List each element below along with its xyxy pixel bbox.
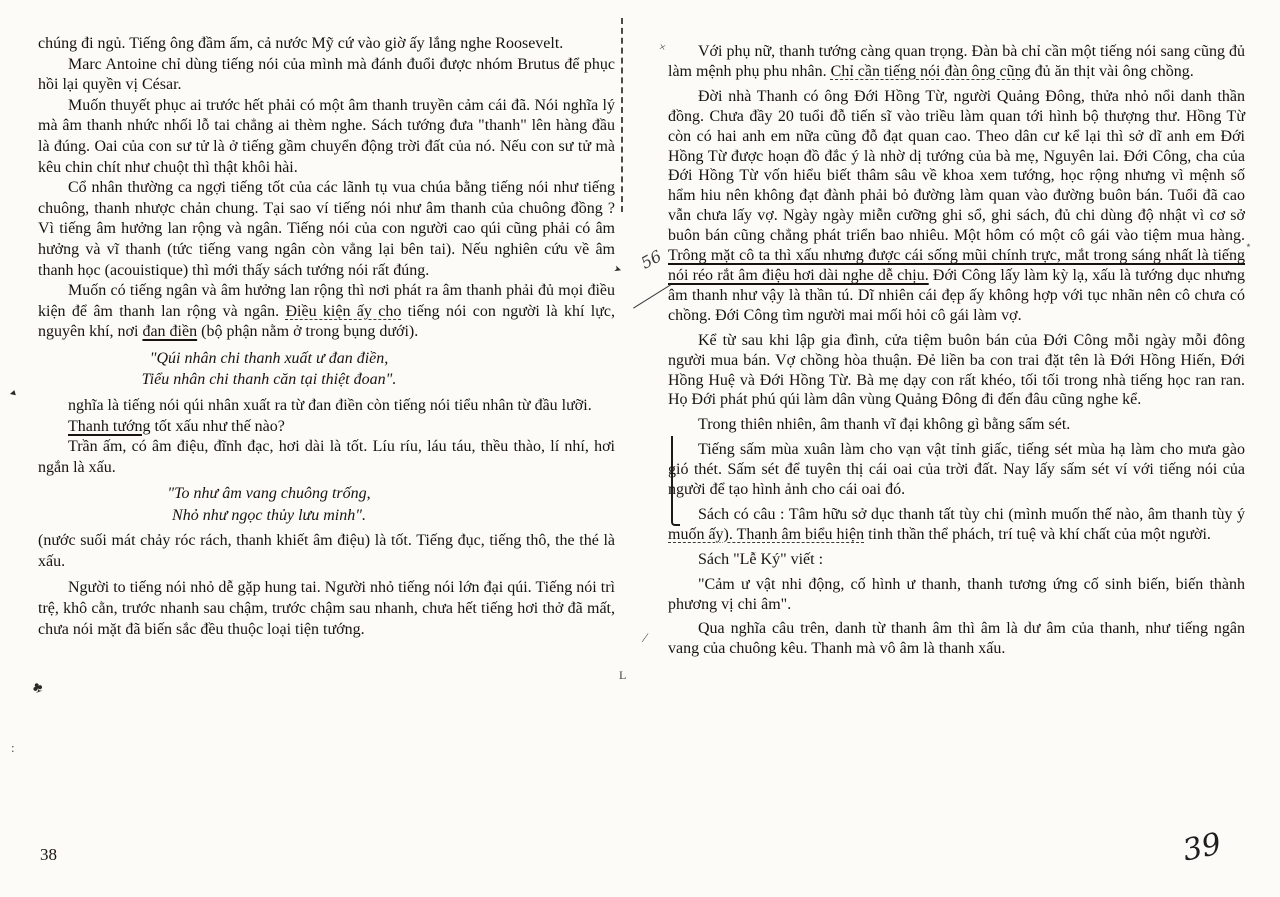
margin-note-slash-mark bbox=[633, 284, 671, 308]
underlined-text: Trông mặt cô ta thì xấu nhưng được cái sống mũi chính trực, mắt trong sáng nhất là tiếng nói réo rắt âm điệu hơi dài nghe dễ chịu. bbox=[668, 247, 1245, 284]
paragraph-muon-co-tieng-ngan bbox=[38, 281, 615, 343]
left-page bbox=[38, 34, 615, 640]
verse-quote-chuong-trong bbox=[38, 483, 500, 526]
verse-line: Nhỏ như ngọc thủy lưu minh". bbox=[172, 506, 366, 524]
margin-bracket-mark bbox=[671, 436, 680, 526]
paragraph-sach-le-ky: Sách "Lễ Ký" viết : bbox=[698, 550, 824, 568]
text-segment: Đới Công lấy làm kỳ lạ, xấu là tướng dục nhưng âm thanh như vậy là thần tú. Dĩ nhiên cái đẹp ấy không hợp với tục nhãn nên cô chưa có chồng. Đới Công tìm người mai mối hỏi cô gái làm vợ. bbox=[668, 266, 1246, 324]
right-page bbox=[668, 42, 1245, 664]
pencil-tick-mark: ∕ bbox=[644, 630, 647, 645]
underlined-text: muốn ấy). Thanh âm biểu hiện bbox=[668, 525, 865, 543]
paragraph-phu-nu bbox=[668, 42, 1245, 82]
pencil-arrow-icon: ◄ bbox=[6, 387, 19, 399]
paragraph-cam-u-vat: "Cảm ư vật nhi động, cố hình ư thanh, thanh tương ứng cố sinh biến, biến thành phương vị chi âm". bbox=[668, 575, 1245, 613]
underlined-text: Điều kiện ấy cho bbox=[285, 302, 402, 320]
text-segment: Đời nhà Thanh có ông Đới Hồng Từ, người Quảng Đông, thửa nhỏ nổi danh thần đồng. Chưa đầy 20 tuổi đỗ tiến sĩ vào triều làm quan tới hình bộ thượng thư. Hồng Từ còn có hai anh em nữa cũng đỗ đạt quan cao. Theo dân cư kể lại thì sở dĩ anh em Đới Hồng Từ được hoạn đồ đắc ý là nhờ dị tướng của bà mẹ, Nguyên lai. Đới Công, cha của Đới Hồng Từ vốn hiểu biết thâm sâu về khoa xem tướng, học rộng nhưng vì mệnh số hẩm hiu nên không đạt đành phải bỏ đường làm quan vào đường buôn bán. Tuổi đã cao vẫn chưa lấy vợ. Ngày ngày miễn cưỡng ghi sổ, ghi sách, đủ chi dùng độ nhật vì cơ sở buôn bán cũng chẳng phát triển bao nhiêu. Một hôm có một cô gái vào tiệm mua hàng. bbox=[668, 87, 1245, 245]
text-segment: tinh thần thể phách, trí tuệ và khí chất của một người. bbox=[864, 525, 1211, 543]
paragraph-marc-antoine: Marc Antoine chỉ dùng tiếng nói của mình mà đánh đuổi được nhóm Brutus để phục hồi lại quyền vị César. bbox=[38, 55, 615, 94]
paragraph-intro-continuation: chúng đi ngủ. Tiếng ông đầm ấm, cả nước Mỹ cứ vào giờ ấy lắng nghe Roosevelt. bbox=[38, 35, 564, 52]
paragraph-co-nhan: Cổ nhân thường ca ngợi tiếng tốt của các lãnh tụ vua chúa bằng tiếng nói như tiếng chuông, thanh nhược chản chung. Tại sao ví tiếng nói như âm thanh của chuông đồng ? Vì tiếng âm hưởng lan rộng và ngân. Tiếng nói của con người cao qúi cũng phải có âm hưởng và vĩ thanh (tức tiếng vang ngân còn vẳng lại bên tai). Nếu nghiên cứu về âm thanh học (acouistique) thì mới thấy sách tướng nói rất đúng. bbox=[38, 179, 615, 279]
paragraph-nuoc-suoi: (nước suối mát chảy róc rách, thanh khiết âm điệu) là tốt. Tiếng đục, tiếng thô, the thé là xấu. bbox=[38, 532, 615, 570]
paragraph-muon-thuyet-phuc: Muốn thuyết phục ai trước hết phải có một âm thanh truyền cảm cái đã. Nói nghĩa lý mà âm thanh nhức nhối lỗ tai chẳng ai thèm nghe. Sách tướng đưa "thanh" lên hàng đầu là đúng. Oai của con sư tử là ở tiếng gầm chuyển động trời đất của nó. Nếu con sư tử mà kêu chin chít như chuột thì thật khôi hài. bbox=[38, 96, 615, 176]
verse-line: "Qúi nhân chi thanh xuất ư đan điền, bbox=[149, 349, 389, 367]
underlined-text: đan điền bbox=[142, 323, 198, 341]
paragraph-nghia-la: nghĩa là tiếng nói qúi nhân xuất ra từ đan điền còn tiếng nói tiểu nhân từ đầu lưỡi. bbox=[68, 396, 592, 414]
text-segment: Sách có câu : Tâm hữu sở dục thanh tất tùy chi (mình muốn thế nào, âm thanh tùy ý bbox=[698, 505, 1245, 523]
paragraph-qua-nghia: Qua nghĩa câu trên, danh từ thanh âm thì âm là dư âm của thanh, như tiếng ngân vang của chuông kêu. Thanh mà vô âm là thanh xấu. bbox=[668, 620, 1245, 658]
paragraph-sach-co-cau bbox=[668, 505, 1245, 545]
text-segment: Muốn có tiếng ngân và âm hưởng lan rộng thì nơi phát ra âm thanh phải đủ mọi điều kiện để âm thanh lan rộng và ngân. bbox=[38, 282, 615, 320]
underlined-text: Chỉ cần tiếng nói đàn ông cũng bbox=[830, 62, 1031, 80]
center-fold-dashed-line bbox=[621, 18, 623, 212]
paragraph-thanh-tuong-question bbox=[38, 417, 615, 438]
fold-arrow-icon: ➤ bbox=[612, 263, 624, 275]
paragraph-tran-am: Trần ấm, có âm điệu, đĩnh đạc, hơi dài là tốt. Líu ríu, láu táu, thều thào, lí nhí, hơi ngắn là xấu. bbox=[38, 438, 615, 476]
paragraph-tieng-sam: Tiếng sấm mùa xuân làm cho vạn vật tỉnh giấc, tiếng sét mùa hạ làm cho mưa gào gió thét. Sấm sét để tuyên thị cái oai của trời đất. Nay lấy sấm sét ví với tiếng nói của người để tạo hình ảnh cho cái oai đó. bbox=[668, 441, 1245, 499]
verse-line: Tiểu nhân chi thanh căn tại thiệt đoan". bbox=[141, 371, 397, 389]
text-segment: tốt xấu như thế nào? bbox=[150, 417, 285, 435]
club-pencil-mark-icon: ♣ bbox=[30, 678, 46, 698]
handwritten-margin-note: 56 bbox=[637, 246, 665, 273]
pencil-star-mark: ٭ bbox=[1246, 240, 1251, 250]
text-segment: đủ ăn thịt vài ông chồng. bbox=[1030, 62, 1194, 80]
paragraph-trong-thien-nhien: Trong thiên nhiên, âm thanh vĩ đại không gì bằng sấm sét. bbox=[698, 416, 1071, 434]
pencil-dots-mark: : bbox=[11, 740, 15, 755]
pencil-l-mark: L bbox=[619, 668, 627, 682]
text-segment: (bộ phận nằm ở trong bụng dưới). bbox=[197, 323, 419, 341]
verse-line: "To như âm vang chuông trống, bbox=[167, 485, 371, 503]
text-segment: tiếng nói con người là khí lực, nguyên khí, nơi bbox=[38, 302, 615, 341]
paragraph-doi-nha-thanh bbox=[668, 87, 1245, 326]
handwritten-page-number-39: 39 bbox=[1179, 826, 1225, 869]
text-segment: Với phụ nữ, thanh tướng càng quan trọng. Đàn bà chỉ cần một tiếng nói sang cũng đủ làm mệnh phụ phu nhân. bbox=[668, 43, 1245, 80]
underlined-text: Thanh tướng bbox=[68, 417, 151, 435]
pencil-x-mark: × bbox=[657, 39, 668, 55]
paragraph-ke-tu: Kể từ sau khi lập gia đình, cửa tiệm buôn bán của Đới Công mỗi ngày mỗi đông người mua bán. Vợ chồng hòa thuận. Đẻ liền ba con trai đặt tên là Đới Hồng Hiến, Đới Hồng Huệ và Đới Hồng Từ. Bà mẹ dạy con rất khéo, tối tối trong nhà tiếng học ran ran. Họ Đới phát phú qúi làm dân vùng Quảng Đông đi đến đâu cũng nghe kể. bbox=[668, 331, 1245, 409]
page-number-38: 38 bbox=[40, 845, 57, 864]
paragraph-nguoi-to: Người to tiếng nói nhỏ dễ gặp hung tai. Người nhỏ tiếng nói lớn đại qúi. Tiếng nói trì trệ, khô cằn, trước nhanh sau chậm, trước chậm sau nhanh, chưa hết tiếng hơi thở đã mất, chưa nói mặt đã biến sắc đều thuộc loại tiện tướng. bbox=[38, 579, 615, 638]
verse-quote-dan-dien bbox=[38, 348, 500, 391]
